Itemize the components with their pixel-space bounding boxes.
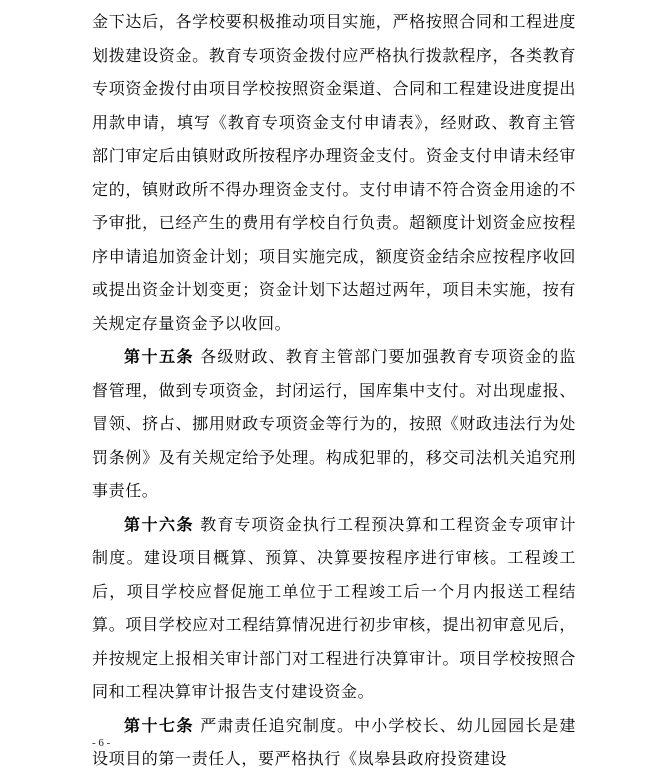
article-text: 教育专项资金执行工程预决算和工程资金专项审计制度。建设项目概算、预算、决算要按程序进行审核。工程竣工后，项目学校应督促施工单位于工程竣工后一个月内报送工程结算。项目学校应对工程结算情况进行初步审核，提出初审意见后，并按规定上报相关审计部门对工程进行决算审计。项目学校按照合同和工程决算审计报告支付建设资金。 (92, 514, 576, 701)
article-15 (92, 340, 576, 508)
document-body (92, 5, 576, 776)
article-16 (92, 508, 576, 709)
page-number: - 6 - (92, 737, 111, 749)
article-heading: 第十七条 (124, 715, 195, 735)
paragraph-text: 金下达后，各学校要积极推动项目实施，严格按照合同和工程进度划拨建设资金。教育专项资金拨付应严格执行拨款程序，各类教育专项资金拨付由项目学校按照资金渠道、合同和工程建设进度提出用款申请，填写《教育专项资金支付申请表》，经财政、教育主管部门审定后由镇财政所按程序办理资金支付。资金支付申请未经审定的，镇财政所不得办理资金支付。支付申请不符合资金用途的不予审批，已经产生的费用有学校自行负责。超额度计划资金应按程序申请追加资金计划；项目实施完成，额度资金结余应按程序收回或提出资金计划变更；资金计划下达超过两年，项目未实施，按有关规定存量资金予以收回。 (92, 12, 576, 333)
article-17 (92, 709, 576, 776)
article-heading: 第十六条 (124, 514, 195, 534)
article-text: 严肃责任追究制度。中小学校长、幼儿园园长是建设项目的第一责任人，要严格执行《岚皋县政府投资建设 (92, 715, 576, 768)
paragraph-continuation (92, 5, 576, 340)
article-heading: 第十五条 (124, 347, 195, 366)
article-text: 各级财政、教育主管部门要加强教育专项资金的监督管理，做到专项资金，封闭运行，国库集中支付。对出现虚报、冒领、挤占、挪用财政专项资金等行为的，按照《财政违法行为处罚条例》及有关规定给予处理。构成犯罪的，移交司法机关追究刑事责任。 (92, 347, 576, 500)
